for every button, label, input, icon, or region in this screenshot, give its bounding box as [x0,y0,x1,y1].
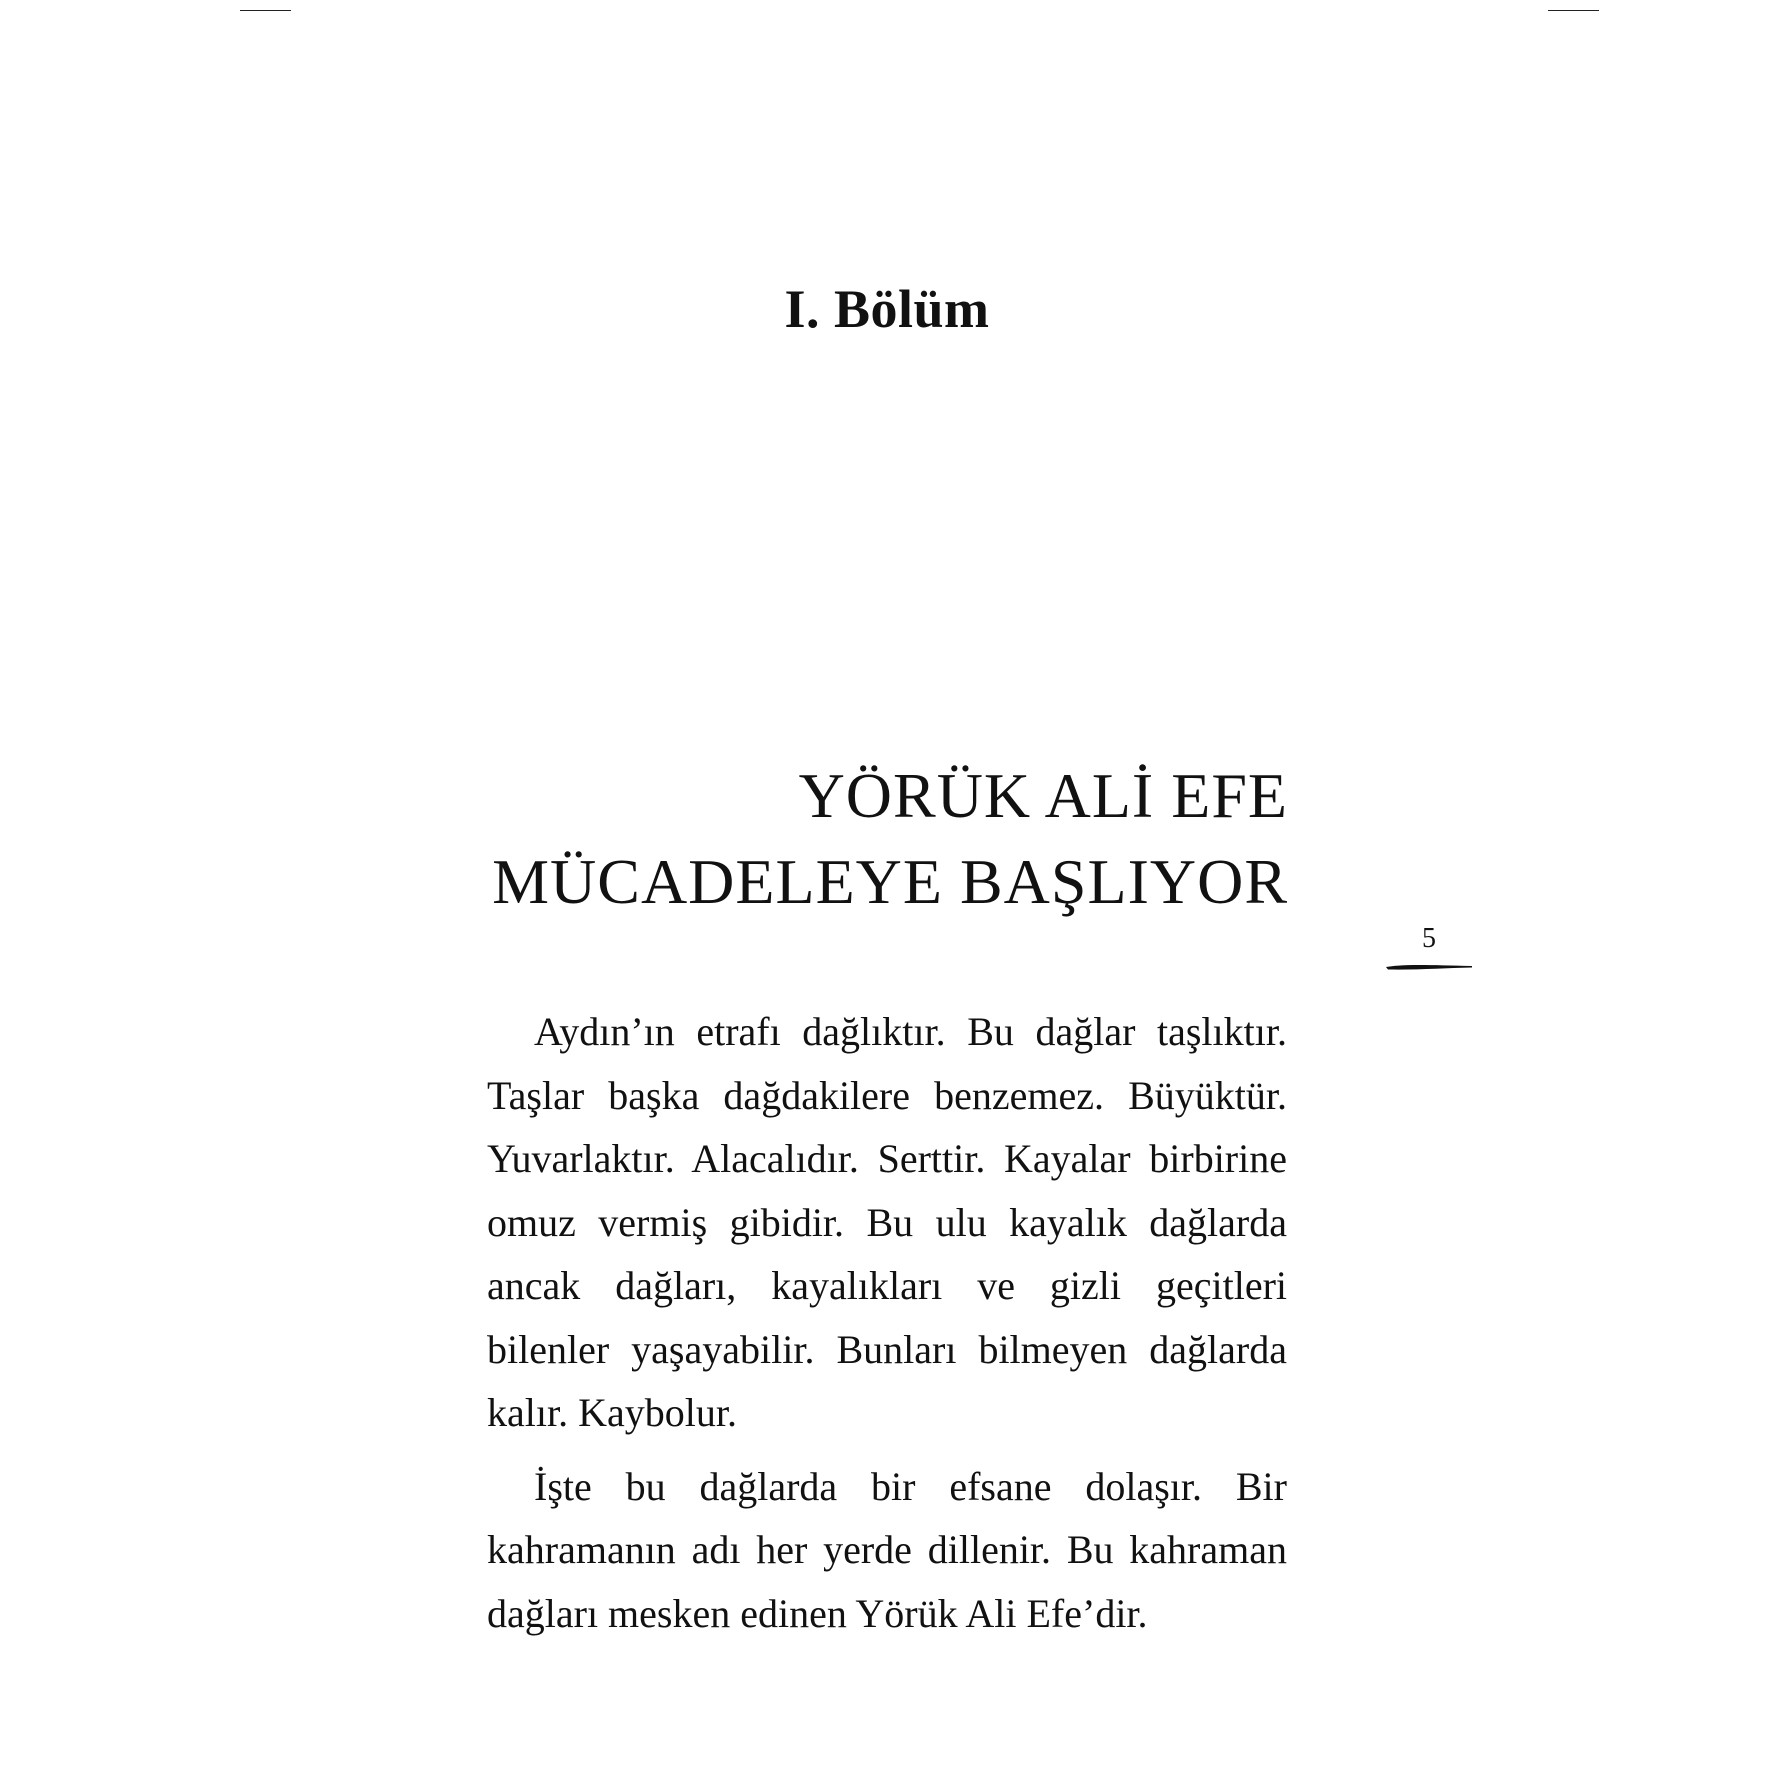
crop-mark-left [240,10,291,11]
brush-stroke-icon [1384,961,1474,973]
paragraph-2: İşte bu dağlarda bir efsane dolaşır. Bir kahramanın adı her yerde dillenir. Bu kahraman dağları mesken edinen Yörük Ali Efe’dir. [487,1463,1287,1636]
chapter-title-line-1: YÖRÜK ALİ EFE [798,760,1288,831]
page-number-block [1384,925,1474,975]
page-number: 5 [1422,923,1436,954]
crop-mark-right [1548,10,1599,11]
part-heading: I. Bölüm [784,279,990,339]
body-text [487,1000,1287,1655]
chapter-title-line-2: MÜCADELEYE BAŞLIYOR [492,846,1288,917]
chapter-title [480,753,1288,925]
paragraph-1: Aydın’ın etrafı dağlıktır. Bu dağlar taşlıktır. Taşlar başka dağdakilere benzemez. Büyüktür. Yuvarlaktır. Alacalıdır. Serttir. Kayalar birbirine omuz vermiş gibidir. Bu ulu kayalık dağlarda ancak dağları, kayalıkları ve gizli geçitleri bilenler yaşayabilir. Bunları bilmeyen dağlarda kalır. Kaybolur. [487,1009,1287,1435]
